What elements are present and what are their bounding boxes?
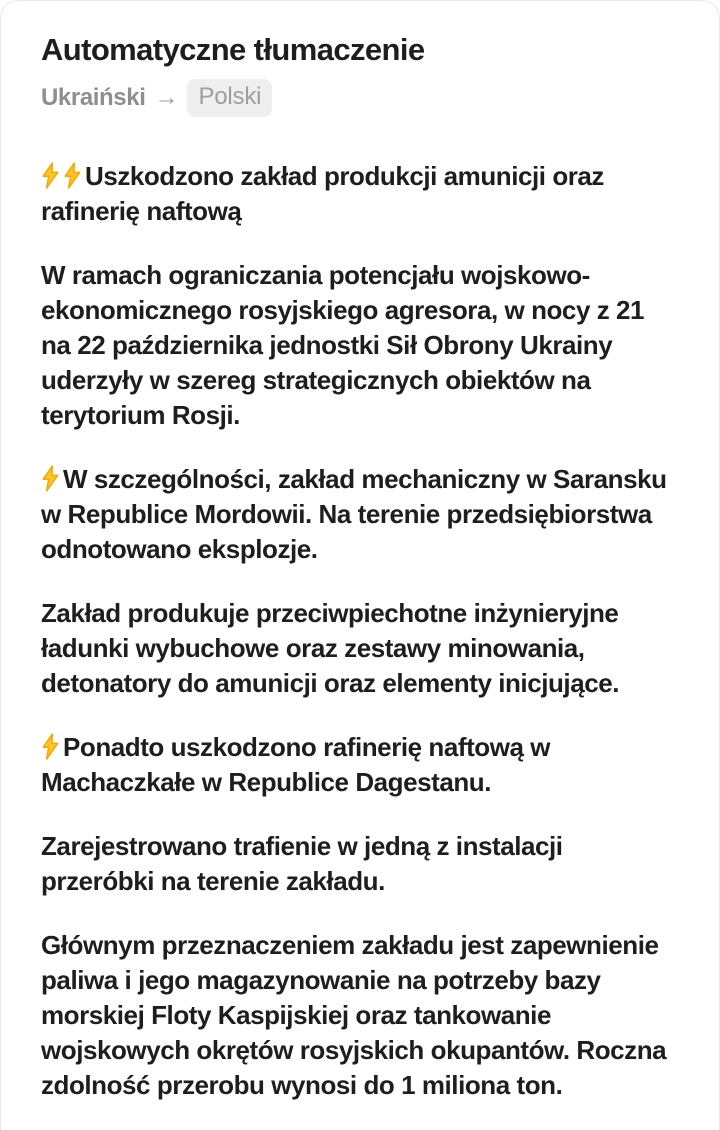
paragraph-text: W ramach ograniczania potencjału wojskowo-ekonomicznego rosyjskiego agresora, w nocy z 21 na 22 października jednostki Sił Obrony Ukrainy uderzyły w szereg strategicznych obiektów na terytorium Rosji. xyxy=(41,260,645,430)
lightning-bolt-icon xyxy=(41,733,60,760)
language-row xyxy=(41,79,679,117)
paragraph-text: W szczególności, zakład mechaniczny w Saransku w Republice Mordowii. Na terenie przedsiębiorstwa odnotowano eksplozje. xyxy=(41,464,667,564)
paragraph-text: Zarejestrowano trafienie w jedną z instalacji przeróbki na terenie zakładu. xyxy=(41,831,563,896)
arrow-right-icon: → xyxy=(154,84,179,111)
paragraph xyxy=(41,258,679,433)
paragraph xyxy=(41,462,679,567)
source-language-label: Ukraiński xyxy=(41,84,146,111)
translated-text xyxy=(41,159,679,1103)
paragraph xyxy=(41,596,679,701)
lightning-bolt-icon xyxy=(41,465,60,492)
paragraph-text: Ponadto uszkodzono rafinerię naftową w Machaczkałe w Republice Dagestanu. xyxy=(41,732,551,797)
lightning-bolt-icon xyxy=(63,162,82,189)
paragraph-text: Głównym przeznaczeniem zakładu jest zapewnienie paliwa i jego magazynowanie na potrzeby bazy morskiej Floty Kaspijskiej oraz tankowanie wojskowych okrętów rosyjskich okupantów. Roczna zdolność przerobu wynosi do 1 miliona ton. xyxy=(41,930,667,1100)
paragraph xyxy=(41,730,679,800)
paragraph xyxy=(41,829,679,899)
paragraph-text: Zakład produkuje przeciwpiechotne inżynieryjne ładunki wybuchowe oraz zestawy minowania, detonatory do amunicji oraz elementy inicjujące. xyxy=(41,598,619,698)
paragraph xyxy=(41,928,679,1103)
page-title: Automatyczne tłumaczenie xyxy=(41,32,425,67)
paragraph-text: Uszkodzono zakład produkcji amunicji oraz rafinerię naftową xyxy=(41,161,604,226)
paragraph xyxy=(41,159,679,229)
target-language-badge[interactable]: Polski xyxy=(187,79,272,117)
lightning-bolt-icon xyxy=(41,162,60,189)
